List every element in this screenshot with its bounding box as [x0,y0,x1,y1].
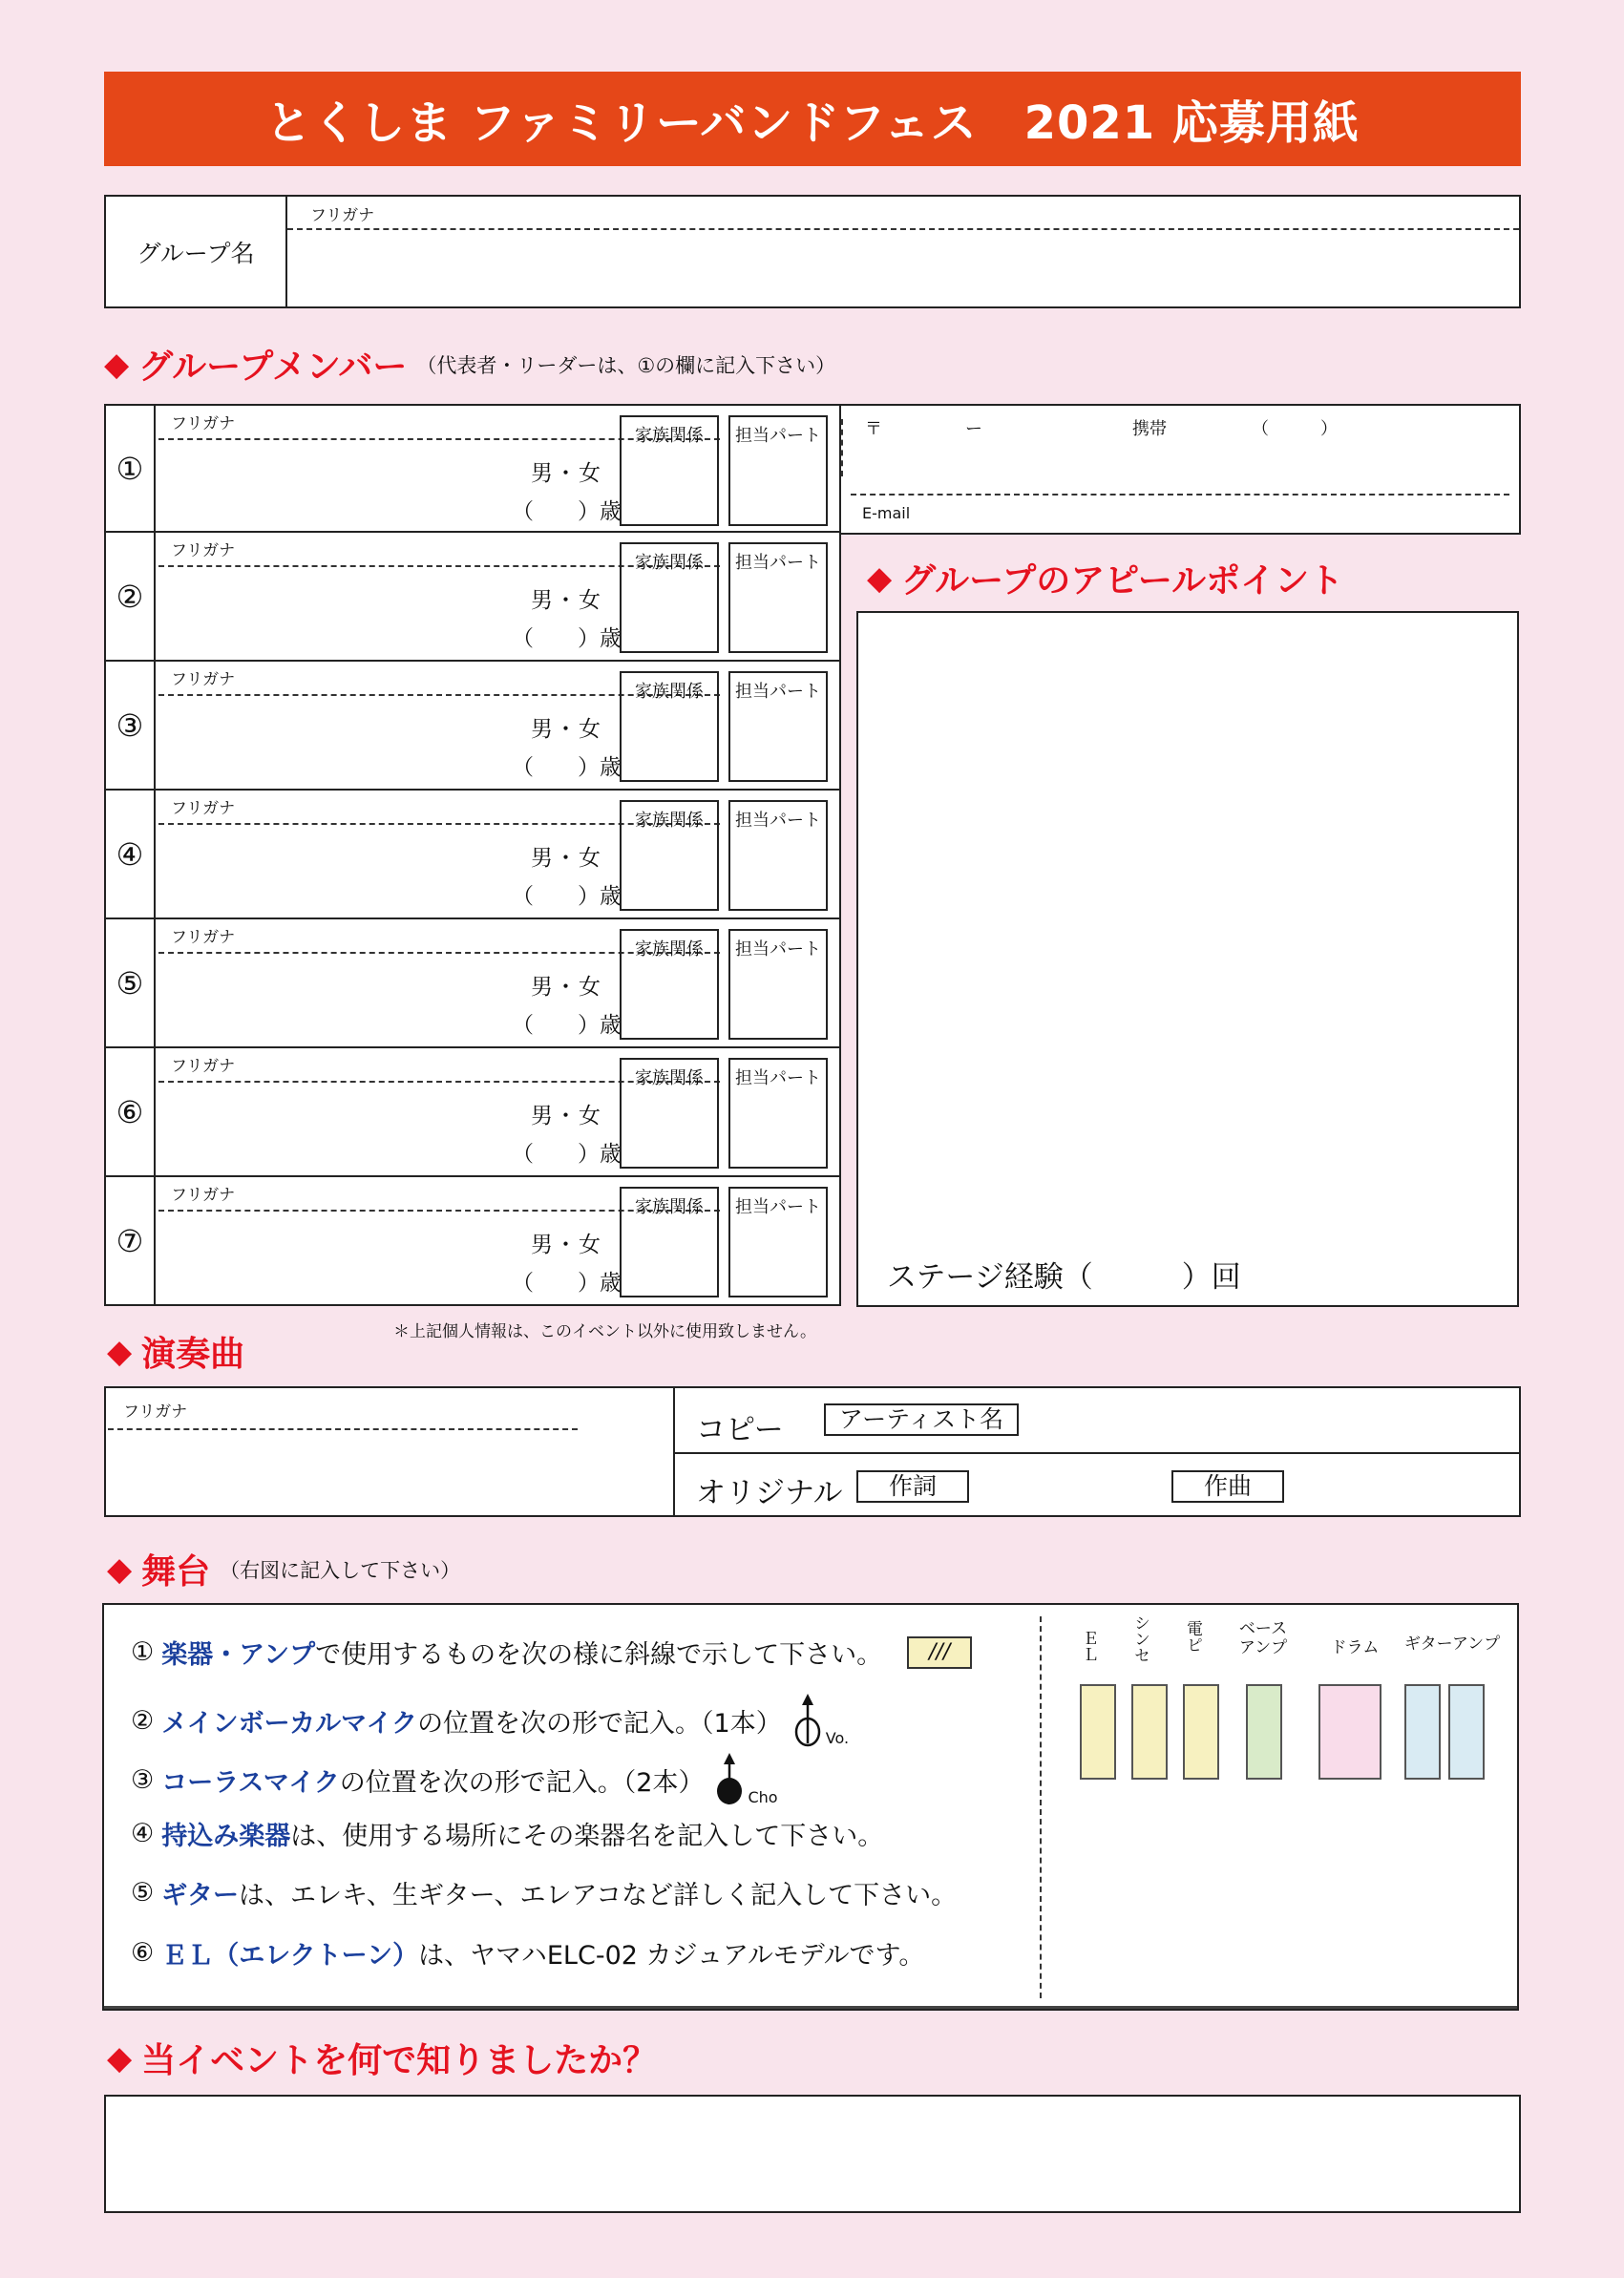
el-keyboard[interactable] [1080,1684,1116,1780]
member-number: ⑦ [106,1177,156,1304]
chorus-mic-icon [713,1753,777,1806]
member-part[interactable] [728,671,828,782]
label-el: ＥＬ [1079,1630,1098,1662]
member-family-relation[interactable] [620,929,719,1040]
members-heading: ◆ グループメンバー （代表者・リーダーは、①の欄に記入下さい） [104,345,836,387]
family-relation-label: 家族関係 [635,426,704,446]
member-furigana-label: フリガナ [171,799,236,818]
instruction-number: ③ [131,1764,155,1795]
family-relation-label: 家族関係 [635,553,704,573]
label-epiano: 電ピ [1183,1620,1202,1653]
member-age[interactable]: （ ）歳 [512,884,622,909]
instruction-text: は、ヤマハELC-02 カジュアルモデルです。 [418,1941,925,1971]
stage-box [102,1603,1519,2011]
appeal-box[interactable] [856,611,1519,1307]
instruction-highlight: ＥＬ（エレクトーン） [161,1941,419,1971]
member-row-7 [104,1177,841,1306]
instruction-highlight: ギター [161,1881,239,1910]
label-drums: ドラム [1330,1638,1380,1657]
mobile-paren: （ ） [1252,419,1338,439]
source-input-box[interactable] [104,2095,1521,2213]
instruction-highlight: 楽器・アンプ [161,1640,316,1670]
member-family-relation[interactable] [620,800,719,911]
postal-mark: 〒 [865,419,882,439]
email-label: E-mail [862,504,911,522]
member-age[interactable]: （ ）歳 [512,755,622,780]
instruction-text: は、エレキ、生ギター、エレアコなど詳しく記入して下さい。 [238,1881,958,1910]
group-name-box [104,195,1521,308]
member-name-input[interactable] [159,827,503,913]
member-row-5 [104,919,841,1048]
member-number: ③ [106,662,156,789]
label-bass-amp-2: アンプ [1238,1638,1288,1657]
family-relation-label: 家族関係 [635,682,704,702]
hatch-sample-icon: /// [907,1636,972,1669]
member-furigana-label: フリガナ [171,928,236,947]
member-row-1 [104,404,841,533]
contact-input[interactable] [851,440,1509,492]
member-name-input[interactable] [159,698,503,784]
instruction-number: ⑥ [131,1938,155,1968]
member-name-input[interactable] [159,1213,503,1299]
main-mic-icon [791,1694,849,1747]
member-gender[interactable]: 男・女 [531,461,602,486]
instruction-number: ④ [131,1819,155,1848]
songs-heading: ◆ 演奏曲 [107,1332,245,1374]
member-part[interactable] [728,415,828,526]
part-label: 担当パート [735,939,821,960]
instruction-text: で使用するものを次の様に斜線で示して下さい。 [315,1640,883,1670]
stage-instruction-4 [131,1815,883,1852]
member-gender[interactable]: 男・女 [531,846,602,871]
member-gender[interactable]: 男・女 [531,975,602,1000]
member-number: ⑤ [106,919,156,1046]
postal-dash: ー [965,419,982,439]
instruction-number: ⑤ [131,1878,155,1908]
part-label: 担当パート [735,1068,821,1088]
member-family-relation[interactable] [620,542,719,653]
member-furigana-label: フリガナ [171,541,236,560]
instruction-text: の位置を次の形で記入。（1本） [417,1708,782,1739]
stage-instruction-5 [131,1874,957,1911]
member-part[interactable] [728,1058,828,1169]
family-relation-label: 家族関係 [635,939,704,960]
stage-experience: ステージ経験（ ）回 [887,1260,1241,1295]
part-label: 担当パート [735,811,821,831]
member-name-input[interactable] [159,956,503,1042]
member-family-relation[interactable] [620,1187,719,1297]
member-furigana-label: フリガナ [171,414,236,433]
part-label: 担当パート [735,1197,821,1217]
instruction-text: の位置を次の形で記入。（2本） [339,1767,705,1798]
member-furigana-label: フリガナ [171,1186,236,1205]
privacy-note: ＊上記個人情報は、このイベント以外に使用致しません。 [393,1322,817,1341]
member-gender[interactable]: 男・女 [531,717,602,742]
member-part[interactable] [728,1187,828,1297]
member-furigana-label: フリガナ [171,670,236,689]
drum-set[interactable] [1318,1684,1381,1780]
instruction-text: は、使用する場所にその楽器名を記入して下さい。 [290,1822,884,1851]
label-guitar-amp: ギターアンプ [1403,1635,1501,1654]
group-name-input[interactable] [289,231,1517,306]
member-name-input[interactable] [159,1085,503,1171]
member-name-input[interactable] [159,442,503,528]
instruction-highlight: メインボーカルマイク [161,1708,418,1739]
stage-instruction-3 [131,1753,778,1806]
composition-label: 作曲 [1171,1470,1284,1503]
chorus-mic-label: Cho [748,1788,778,1806]
member-number: ④ [106,791,156,918]
member-age[interactable]: （ ）歳 [512,1013,622,1038]
member-age[interactable]: （ ）歳 [512,626,622,651]
member-family-relation[interactable] [620,671,719,782]
artist-name-input[interactable] [1024,1394,1517,1447]
artist-name-label: アーティスト名 [824,1403,1019,1436]
member-part[interactable] [728,542,828,653]
instruction-highlight: コーラスマイク [161,1767,340,1798]
stage-heading: ◆ 舞台 （右図に記入して下さい） [107,1550,461,1592]
member-gender[interactable]: 男・女 [531,1233,602,1257]
group-name-furigana-label: フリガナ [310,206,375,225]
member-number: ⑥ [106,1048,156,1175]
family-relation-label: 家族関係 [635,1068,704,1088]
part-label: 担当パート [735,553,821,573]
member-family-relation[interactable] [620,1058,719,1169]
label-synth: シンセ [1130,1614,1149,1663]
appeal-heading: ◆ グループのアピールポイント [867,559,1344,601]
member-age[interactable]: （ ）歳 [512,499,622,524]
instruction-highlight: 持込み楽器 [161,1822,291,1851]
stage-instruction-2 [131,1694,849,1747]
original-label: オリジナル [696,1476,843,1510]
group-name-label: グループ名 [137,239,255,267]
member-family-relation[interactable] [620,415,719,526]
member-name-input[interactable] [159,569,503,655]
member-age[interactable]: （ ）歳 [512,1271,622,1296]
member-number: ① [106,406,156,531]
guitar-amp-left[interactable] [1404,1684,1441,1780]
member-row-2 [104,533,841,662]
composition-input[interactable] [1288,1459,1517,1514]
songs-box [104,1386,1521,1517]
source-heading: ◆ 当イベントを何で知りましたか？ [107,2038,658,2080]
epiano-keyboard[interactable] [1183,1684,1219,1780]
member-age[interactable]: （ ）歳 [512,1142,622,1167]
member-row-6 [104,1048,841,1177]
family-relation-label: 家族関係 [635,811,704,831]
member-gender[interactable]: 男・女 [531,1104,602,1128]
lyrics-label: 作詞 [856,1470,969,1503]
instruction-number: ① [131,1637,155,1667]
contact-box [839,404,1521,535]
family-relation-label: 家族関係 [635,1197,704,1217]
copy-label: コピー [696,1413,784,1447]
member-row-4 [104,791,841,919]
song-title-input[interactable] [108,1432,669,1514]
member-part[interactable] [728,800,828,911]
part-label: 担当パート [735,426,821,446]
form-title: とくしま ファミリーバンドフェス 2021 応募用紙 [104,72,1521,166]
member-part[interactable] [728,929,828,1040]
stage-instruction-6 [131,1934,924,1972]
instruction-number: ② [131,1705,155,1736]
mobile-label: 携帯 [1132,419,1167,439]
member-gender[interactable]: 男・女 [531,588,602,613]
member-row-3 [104,662,841,791]
stage-instruction-1 [131,1634,972,1671]
member-furigana-label: フリガナ [171,1057,236,1076]
part-label: 担当パート [735,682,821,702]
synth-keyboard[interactable] [1131,1684,1168,1780]
main-mic-label: Vo. [825,1729,850,1747]
bass-amp[interactable] [1246,1684,1282,1780]
member-number: ② [106,533,156,660]
song-furigana-label: フリガナ [123,1403,188,1422]
label-bass-amp-1: ベース [1238,1619,1288,1638]
guitar-amp-right[interactable] [1448,1684,1485,1780]
